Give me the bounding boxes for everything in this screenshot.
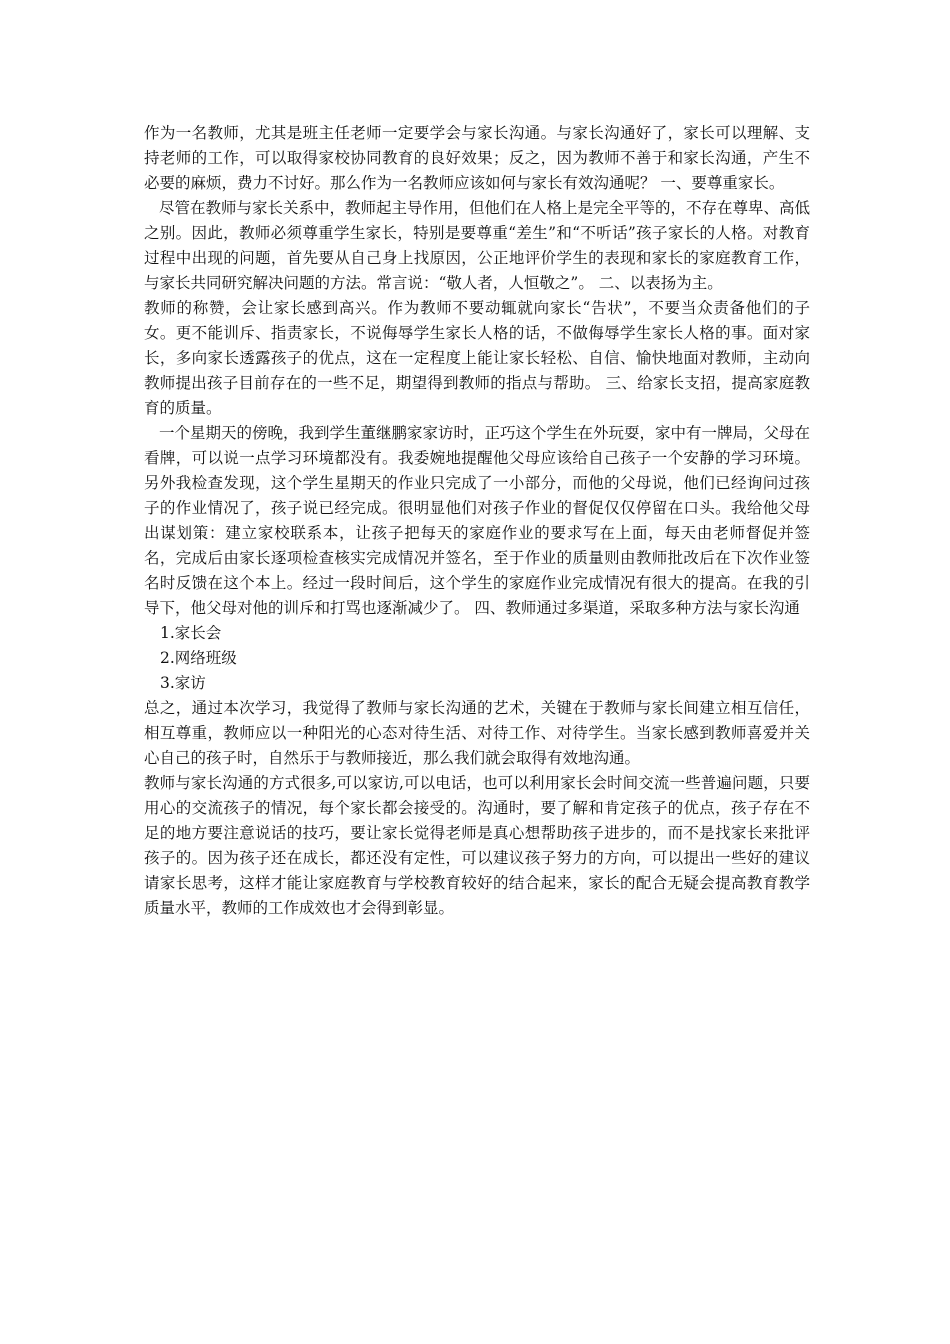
paragraph-praise: 教师的称赞，会让家长感到高兴。作为教师不要动辄就向家长“告状”，不要当众责备他们的子女。更不能训斥、指责家长，不说侮辱学生家长人格的话，不做侮辱学生家长人格的事。面对家长，多向家长透露孩子的优点，这在一定程度上能让家长轻松、自信、愉快地面对教师，主动向教师提出孩子目前存在的一些不足，期望得到教师的指点与帮助。 三、给家长支招，提高家庭教育的质量。	[144, 299, 810, 417]
paragraph-intro: 作为一名教师，尤其是班主任老师一定要学会与家长沟通。与家长沟通好了，家长可以理解、支持老师的工作，可以取得家校协同教育的良好效果；反之，因为教师不善于和家长沟通，产生不必要的麻烦，费力不讨好。那么作为一名教师应该如何与家长有效沟通呢？ 一、要尊重家长。	[144, 124, 810, 192]
paragraph-communication-methods: 教师与家长沟通的方式很多,可以家访,可以电话，也可以利用家长会时间交流一些普遍问题，只要用心的交流孩子的情况，每个家长都会接受的。沟通时，要了解和肯定孩子的优点，孩子存在不足的地方要注意说话的技巧，要让家长觉得老师是真心想帮助孩子进步的，而不是找家长来批评孩子的。因为孩子还在成长，都还没有定性，可以建议孩子努力的方向，可以提出一些好的建议请家长思考，这样才能让家庭教育与学校教育较好的结合起来，家长的配合无疑会提高教育教学质量水平，教师的工作成效也才会得到彰显。	[144, 774, 810, 917]
paragraph-summary: 总之，通过本次学习，我觉得了教师与家长沟通的艺术，关键在于教师与家长间建立相互信任，相互尊重，教师应以一种阳光的心态对待生活、对待工作、对待学生。当家长感到教师喜爱并关心自己的孩子时，自然乐于与教师接近，那么我们就会取得有效地沟通。	[144, 699, 810, 767]
list-item-home-visit: 3.家访	[160, 674, 206, 692]
document-body	[144, 121, 810, 921]
paragraph-respect-parents: 尽管在教师与家长关系中，教师起主导作用，但他们在人格上是完全平等的，不存在尊卑、高低之别。因此，教师必须尊重学生家长，特别是要尊重“差生”和“不听话”孩子家长的人格。对教育过程中出现的问题，首先要从自己身上找原因，公正地评价学生的表现和家长的家庭教育工作，与家长共同研究解决问题的方法。常言说：“敬人者，人恒敬之”。 二、以表扬为主。	[144, 199, 811, 292]
list-item-online-class: 2.网络班级	[160, 649, 237, 667]
paragraph-home-visit-story: 一个星期天的傍晚，我到学生董继鹏家家访时，正巧这个学生在外玩耍，家中有一牌局，父母在看牌，可以说一点学习环境都没有。我委婉地提醒他父母应该给自己孩子一个安静的学习环境。另外我检查发现，这个学生星期天的作业只完成了一小部分，而他的父母说，他们已经询问过孩子的作业情况了，孩子说已经完成。很明显他们对孩子作业的督促仅仅停留在口头。我给他父母出谋划策：建立家校联系本，让孩子把每天的家庭作业的要求写在上面，每天由老师督促并签名，完成后由家长逐项检查核实完成情况并签名，至于作业的质量则由教师批改后在下次作业签名时反馈在这个本上。经过一段时间后，这个学生的家庭作业完成情况有很大的提高。在我的引导下，他父母对他的训斥和打骂也逐渐减少了。 四、教师通过多渠道，采取多种方法与家长沟通	[144, 424, 811, 617]
list-item-parent-meeting: 1.家长会	[160, 624, 222, 642]
